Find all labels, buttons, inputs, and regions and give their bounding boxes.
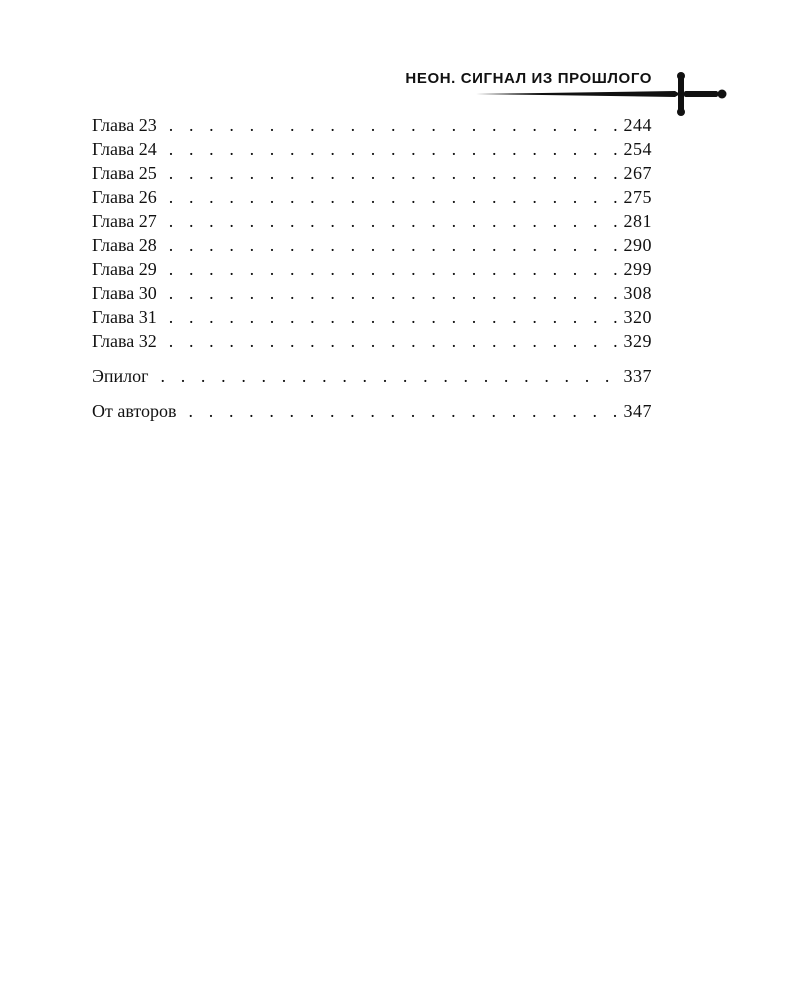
- toc-entry-page: 275: [623, 187, 652, 207]
- toc-entry-page: 329: [623, 331, 652, 351]
- toc-leader-dots: [157, 281, 624, 305]
- toc-entry-title: Глава 26: [92, 187, 157, 207]
- running-header-title: НЕОН. СИГНАЛ ИЗ ПРОШЛОГО: [405, 70, 652, 87]
- toc-entry[interactable]: [92, 113, 652, 137]
- toc-entry-title: Глава 27: [92, 211, 157, 231]
- toc-entry[interactable]: [92, 329, 652, 353]
- toc-entry[interactable]: [92, 257, 652, 281]
- toc-entry-page: 254: [623, 139, 652, 159]
- toc-entry-page: 290: [623, 235, 652, 255]
- toc-entry[interactable]: [92, 161, 652, 185]
- toc-entry[interactable]: [92, 137, 652, 161]
- toc-leader-dots: [177, 399, 624, 423]
- toc-entry-title: Глава 23: [92, 115, 157, 135]
- toc-leader-dots: [157, 305, 624, 329]
- toc-entry-page: 244: [623, 115, 652, 135]
- toc-leader-dots: [157, 185, 624, 209]
- toc-entry[interactable]: [92, 185, 652, 209]
- toc-entry[interactable]: [92, 233, 652, 257]
- sword-icon: [470, 72, 730, 116]
- toc-entry-page: 347: [623, 401, 652, 421]
- toc-entry-epilogue[interactable]: [92, 364, 652, 388]
- toc-entry-page: 267: [623, 163, 652, 183]
- toc-entry-page: 308: [623, 283, 652, 303]
- toc-leader-dots: [157, 161, 624, 185]
- toc-leader-dots: [157, 257, 624, 281]
- toc-leader-dots: [157, 329, 624, 353]
- toc-leader-dots: [157, 113, 624, 137]
- toc-entry-title: Глава 30: [92, 283, 157, 303]
- toc-entry-page: 337: [623, 366, 652, 386]
- toc-entry-title: Глава 31: [92, 307, 157, 327]
- toc-leader-dots: [157, 233, 624, 257]
- toc-entry[interactable]: [92, 209, 652, 233]
- toc-leader-dots: [157, 137, 624, 161]
- toc-entry-page: 299: [623, 259, 652, 279]
- toc-entry-page: 281: [623, 211, 652, 231]
- toc-entry-title: Глава 32: [92, 331, 157, 351]
- toc-entry-title: Глава 29: [92, 259, 157, 279]
- toc-entry-title: Глава 28: [92, 235, 157, 255]
- toc-entry[interactable]: [92, 305, 652, 329]
- toc-entry-title: Глава 24: [92, 139, 157, 159]
- toc-entry-title: Глава 25: [92, 163, 157, 183]
- table-of-contents: [92, 113, 652, 423]
- toc-entry-title: Эпилог: [92, 366, 149, 386]
- toc-leader-dots: [157, 209, 624, 233]
- toc-leader-dots: [149, 364, 624, 388]
- toc-entry-from-authors[interactable]: [92, 399, 652, 423]
- toc-entry[interactable]: [92, 281, 652, 305]
- toc-entry-title: От авторов: [92, 401, 177, 421]
- toc-entry-page: 320: [623, 307, 652, 327]
